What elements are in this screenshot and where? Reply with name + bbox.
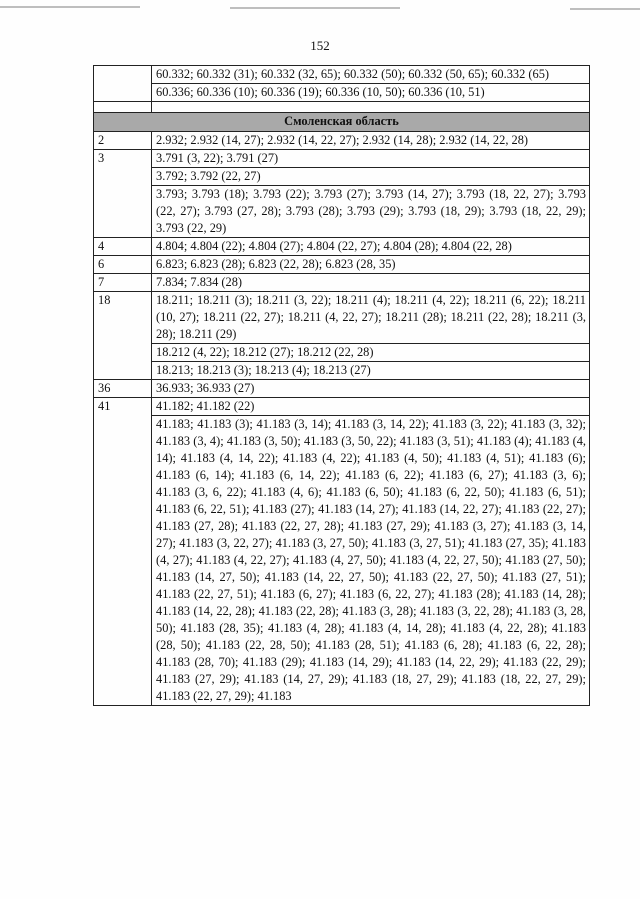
table-row	[94, 362, 590, 380]
entry-cell: 2.932; 2.932 (14, 27); 2.932 (14, 22, 27); 2.932 (14, 28); 2.932 (14, 22, 28)	[152, 132, 590, 150]
entry-cell: 6.823; 6.823 (28); 6.823 (22, 28); 6.823 (28, 35)	[152, 256, 590, 274]
table-row	[94, 344, 590, 362]
table-row	[94, 150, 590, 168]
entry-cell: 4.804; 4.804 (22); 4.804 (27); 4.804 (22, 27); 4.804 (28); 4.804 (22, 28)	[152, 238, 590, 256]
table-row	[94, 168, 590, 186]
group-code-cell	[94, 66, 152, 102]
entry-cell: 18.213; 18.213 (3); 18.213 (4); 18.213 (27)	[152, 362, 590, 380]
entry-cell: 18.211; 18.211 (3); 18.211 (3, 22); 18.211 (4); 18.211 (4, 22); 18.211 (6, 22); 18.211 (10, 27); 18.211 (22, 27); 18.211 (4, 22, 27); 18.211 (28); 18.211 (22, 28); 18.211 (3, 28); 18.211 (29)	[152, 292, 590, 344]
table-row	[94, 66, 590, 84]
entry-cell: 3.793; 3.793 (18); 3.793 (22); 3.793 (27); 3.793 (14, 27); 3.793 (18, 22, 27); 3.793 (22, 27); 3.793 (27, 28); 3.793 (28); 3.793 (29); 3.793 (18, 29); 3.793 (18, 22, 29); 3.793 (22, 29)	[152, 186, 590, 238]
table-row	[94, 238, 590, 256]
group-code-cell: 41	[94, 398, 152, 706]
table-row	[94, 132, 590, 150]
scan-artifact	[0, 6, 140, 8]
group-code-cell: 36	[94, 380, 152, 398]
entry-cell: 41.183; 41.183 (3); 41.183 (3, 14); 41.183 (3, 14, 22); 41.183 (3, 22); 41.183 (3, 32); 41.183 (3, 4); 41.183 (3, 50); 41.183 (3, 50, 22); 41.183 (3, 51); 41.183 (4); 41.183 (4, 14); 41.183 (4, 14, 22); 41.183 (4, 22); 41.183 (4, 50); 41.183 (4, 51); 41.183 (6); 41.183 (6, 14); 41.183 (6, 14, 22); 41.183 (6, 22); 41.183 (6, 27); 41.183 (3, 6); 41.183 (3, 6, 22); 41.183 (4, 6); 41.183 (6, 50); 41.183 (6, 22, 50); 41.183 (6, 51); 41.183 (6, 22, 51); 41.183 (27); 41.183 (14, 27); 41.183 (14, 22, 27); 41.183 (22, 27); 41.183 (27, 28); 41.183 (22, 27, 28); 41.183 (27, 29); 41.183 (3, 27); 41.183 (3, 14, 27); 41.183 (3, 22, 27); 41.183 (3, 27, 50); 41.183 (3, 27, 51); 41.183 (27, 35); 41.183 (4, 27); 41.183 (4, 22, 27); 41.183 (4, 27, 50); 41.183 (4, 22, 27, 50); 41.183 (27, 50); 41.183 (14, 27, 50); 41.183 (14, 22, 27, 50); 41.183 (22, 27, 50); 41.183 (27, 51); 41.183 (22, 27, 51); 41.183 (6, 27); 41.183 (6, 22, 27); 41.183 (28); 41.183 (14, 28); 41.183 (14, 22, 28); 41.183 (22, 28); 41.183 (3, 28); 41.183 (3, 22, 28); 41.183 (3, 28, 50); 41.183 (28, 35); 41.183 (4, 28); 41.183 (4, 14, 28); 41.183 (4, 22, 28); 41.183 (28, 50); 41.183 (22, 28, 50); 41.183 (28, 51); 41.183 (6, 28); 41.183 (6, 22, 28); 41.183 (28, 70); 41.183 (29); 41.183 (14, 29); 41.183 (14, 22, 29); 41.183 (22, 29); 41.183 (27, 29); 41.183 (14, 27, 29); 41.183 (18, 27, 29); 41.183 (18, 22, 27, 29); 41.183 (22, 27, 29); 41.183	[152, 416, 590, 706]
table-row	[94, 398, 590, 416]
group-code-cell: 3	[94, 150, 152, 238]
region-rows	[94, 132, 590, 706]
spacer-row	[94, 102, 590, 113]
entry-cell: 60.336; 60.336 (10); 60.336 (19); 60.336 (10, 50); 60.336 (10, 51)	[152, 84, 590, 102]
table-row	[94, 416, 590, 706]
entry-cell: 60.332; 60.332 (31); 60.332 (32, 65); 60.332 (50); 60.332 (50, 65); 60.332 (65)	[152, 66, 590, 84]
group-code-cell: 6	[94, 256, 152, 274]
group-code-cell: 4	[94, 238, 152, 256]
entry-cell: 3.792; 3.792 (22, 27)	[152, 168, 590, 186]
table-row	[94, 84, 590, 102]
pre-region-rows	[94, 66, 590, 102]
entry-cell: 3.791 (3, 22); 3.791 (27)	[152, 150, 590, 168]
table-row	[94, 292, 590, 344]
group-code-cell: 7	[94, 274, 152, 292]
entry-cell: 41.182; 41.182 (22)	[152, 398, 590, 416]
entry-cell: 7.834; 7.834 (28)	[152, 274, 590, 292]
table-row	[94, 380, 590, 398]
table-row	[94, 274, 590, 292]
region-header-group	[94, 102, 590, 132]
scan-artifact	[230, 7, 400, 9]
entry-cell: 18.212 (4, 22); 18.212 (27); 18.212 (22, 28)	[152, 344, 590, 362]
page-number: 152	[310, 38, 330, 53]
table-row	[94, 186, 590, 238]
group-code-cell: 2	[94, 132, 152, 150]
scan-artifact	[570, 8, 640, 10]
entry-cell: 36.933; 36.933 (27)	[152, 380, 590, 398]
region-header-row	[94, 113, 590, 132]
classification-table	[93, 65, 590, 706]
table-row	[94, 256, 590, 274]
group-code-cell: 18	[94, 292, 152, 380]
region-header: Смоленская область	[94, 113, 590, 132]
